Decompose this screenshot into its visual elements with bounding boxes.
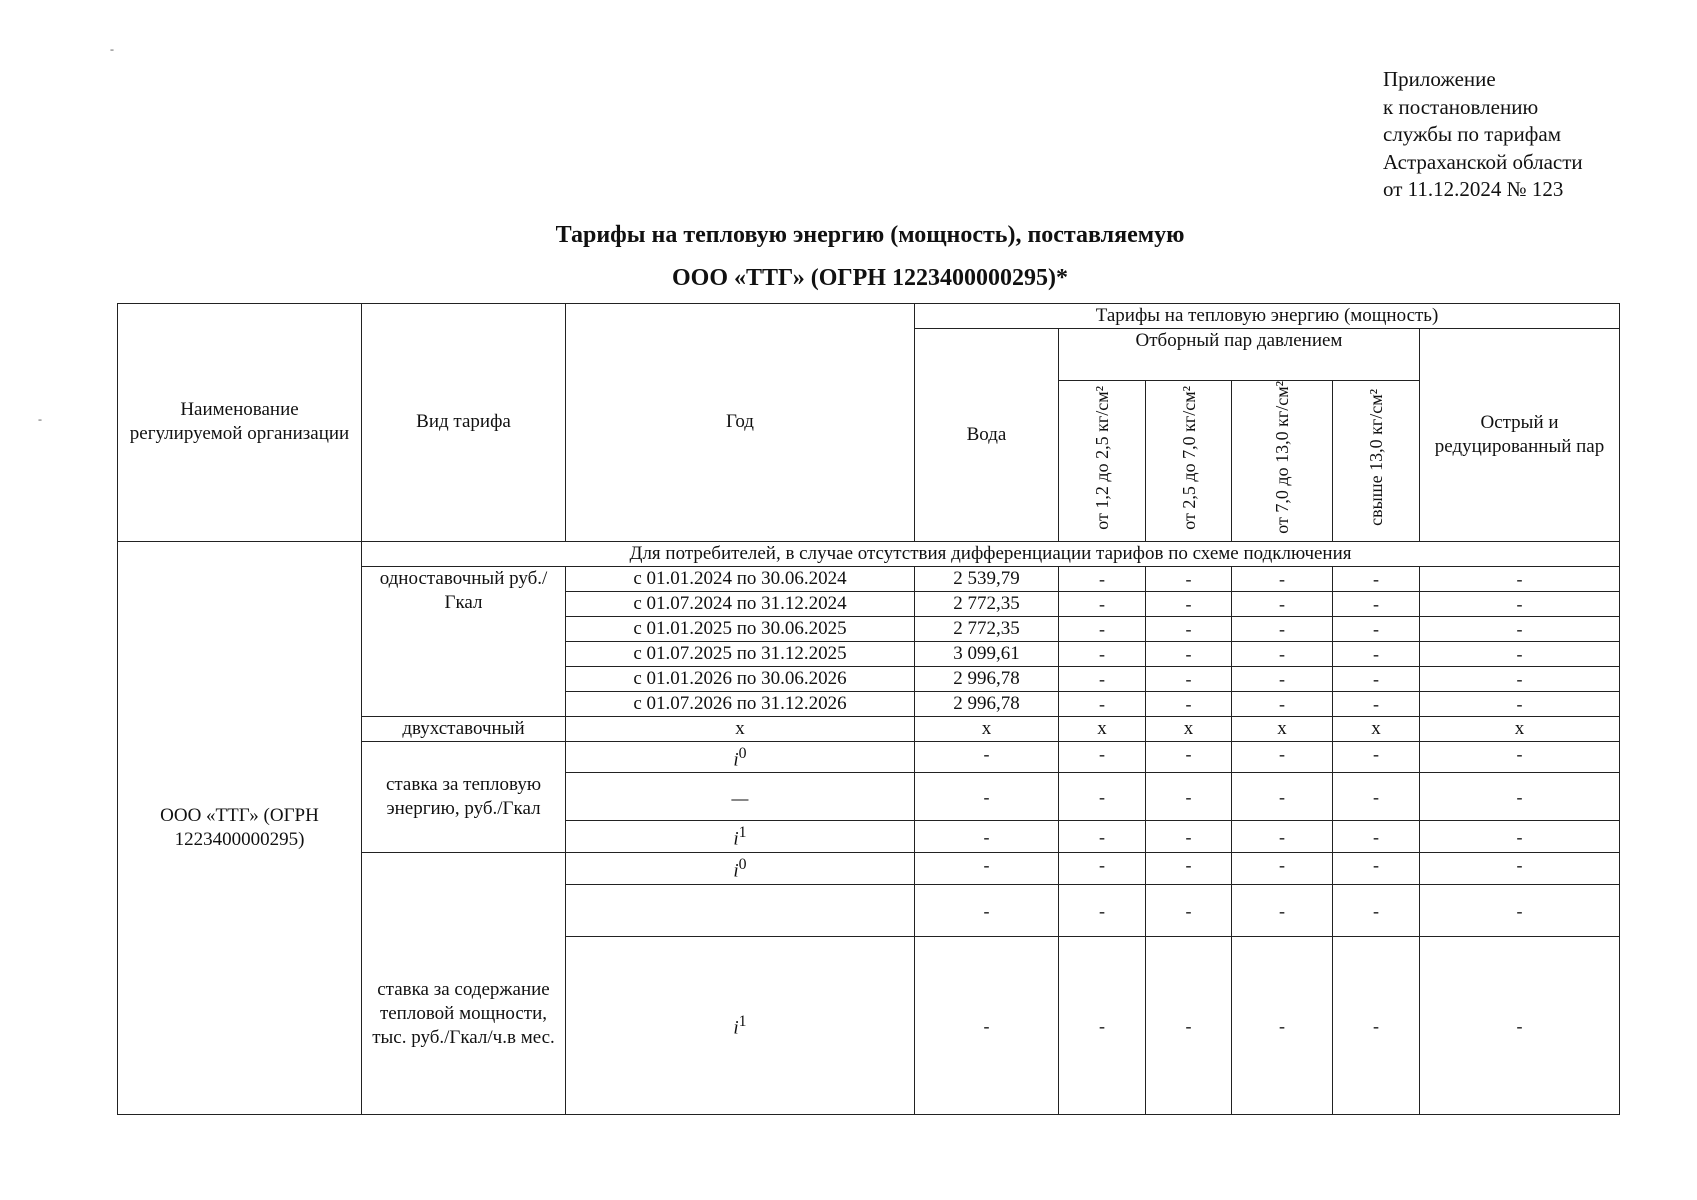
water-value-cell: 2 772,35 <box>915 591 1059 616</box>
value-cell: - <box>1059 616 1146 641</box>
value-cell: - <box>1333 853 1420 885</box>
capacity-rate-label: ставка за содержание тепловой мощности, тыс. руб./Гкал/ч.в мес. <box>362 853 566 1115</box>
value-cell: - <box>1059 641 1146 666</box>
header-pressure-2 <box>1146 381 1232 542</box>
value-cell: - <box>1420 616 1620 641</box>
value-cell: - <box>1420 741 1620 772</box>
value-cell: - <box>1232 821 1333 853</box>
one-rate-label: одноставочный руб./Гкал <box>362 566 566 716</box>
header-tariff-type: Вид тарифа <box>362 304 566 542</box>
value-cell: - <box>1333 741 1420 772</box>
value-cell: x <box>566 716 915 741</box>
value-cell: - <box>1232 773 1333 821</box>
value-cell: - <box>915 821 1059 853</box>
value-cell: - <box>1232 591 1333 616</box>
value-cell: - <box>1232 666 1333 691</box>
value-cell: - <box>1232 741 1333 772</box>
value-cell: - <box>1420 566 1620 591</box>
value-cell: - <box>1059 773 1146 821</box>
header-pressure-3-label: от 7,0 до 13,0 кг/см² <box>1272 381 1292 534</box>
value-cell: - <box>1420 853 1620 885</box>
value-cell: - <box>1333 566 1420 591</box>
year-symbol-cell <box>566 937 915 1115</box>
value-cell: - <box>1146 853 1232 885</box>
header-pressure-1 <box>1059 381 1146 542</box>
value-cell: - <box>1420 885 1620 937</box>
stray-mark: - <box>38 412 42 426</box>
org-name-cell: ООО «ТТГ» (ОГРН 1223400000295) <box>118 541 362 1114</box>
value-cell: - <box>915 885 1059 937</box>
year-symbol-index: 0 <box>738 744 747 762</box>
value-cell: - <box>1146 885 1232 937</box>
value-cell: - <box>1146 691 1232 716</box>
value-cell: - <box>1146 821 1232 853</box>
appendix-line: к постановлению <box>1383 94 1539 119</box>
value-cell: x <box>915 716 1059 741</box>
year-symbol-cell <box>566 773 915 821</box>
value-cell: - <box>1420 591 1620 616</box>
value-cell: x <box>1059 716 1146 741</box>
value-cell: - <box>915 773 1059 821</box>
value-cell: - <box>1059 885 1146 937</box>
stray-mark: - <box>110 42 114 56</box>
header-year: Год <box>566 304 915 542</box>
header-tariffs-group: Тарифы на тепловую энергию (мощность) <box>915 304 1620 329</box>
header-org: Наименование регулируемой организации <box>118 304 362 542</box>
year-symbol-index: 1 <box>738 1013 747 1031</box>
value-cell: - <box>1420 641 1620 666</box>
value-cell: - <box>1146 773 1232 821</box>
value-cell: x <box>1420 716 1620 741</box>
header-pressure-1-label: от 1,2 до 2,5 кг/см² <box>1092 385 1112 530</box>
period-cell: с 01.07.2025 по 31.12.2025 <box>566 641 915 666</box>
header-steam-group: Отборный пар давлением <box>1059 329 1420 381</box>
value-cell: - <box>1146 937 1232 1115</box>
water-value-cell: 2 996,78 <box>915 666 1059 691</box>
value-cell: - <box>1420 773 1620 821</box>
year-symbol: i <box>733 749 739 771</box>
value-cell: - <box>915 853 1059 885</box>
water-value-cell: 2 539,79 <box>915 566 1059 591</box>
value-cell: - <box>1420 821 1620 853</box>
document-title-line-1: Тарифы на тепловую энергию (мощность), поставляемую <box>555 222 1185 248</box>
header-pressure-4 <box>1333 381 1420 542</box>
period-cell: с 01.07.2024 по 31.12.2024 <box>566 591 915 616</box>
value-cell: - <box>1232 885 1333 937</box>
value-cell: - <box>1333 616 1420 641</box>
value-cell: - <box>1146 566 1232 591</box>
value-cell: - <box>1232 937 1333 1115</box>
year-symbol: i <box>733 860 739 882</box>
value-cell: - <box>1146 591 1232 616</box>
two-rate-label: двухставочный <box>362 716 566 741</box>
period-cell: с 01.01.2025 по 30.06.2025 <box>566 616 915 641</box>
value-cell: x <box>1333 716 1420 741</box>
year-symbol-cell <box>566 821 915 853</box>
water-value-cell: 3 099,61 <box>915 641 1059 666</box>
value-cell: - <box>1232 566 1333 591</box>
period-cell: с 01.01.2024 по 30.06.2024 <box>566 566 915 591</box>
value-cell: - <box>1232 641 1333 666</box>
value-cell: - <box>1059 853 1146 885</box>
value-cell: - <box>1146 666 1232 691</box>
value-cell: - <box>1232 853 1333 885</box>
appendix-line: службы по тарифам <box>1383 122 1561 146</box>
year-symbol: i <box>733 828 739 850</box>
period-cell: с 01.01.2026 по 30.06.2026 <box>566 666 915 691</box>
value-cell: - <box>1333 885 1420 937</box>
value-cell: - <box>1420 691 1620 716</box>
period-cell: с 01.07.2026 по 31.12.2026 <box>566 691 915 716</box>
value-cell: - <box>1059 566 1146 591</box>
document-title-line-2: ООО «ТТГ» (ОГРН 1223400000295)* <box>672 265 1068 291</box>
header-pressure-2-label: от 2,5 до 7,0 кг/см² <box>1178 385 1199 530</box>
value-cell: x <box>1146 716 1232 741</box>
value-cell: - <box>1333 821 1420 853</box>
value-cell: - <box>1232 691 1333 716</box>
value-cell: - <box>1059 821 1146 853</box>
value-cell: - <box>1146 741 1232 772</box>
appendix-line: от 11.12.2024 № 123 <box>1383 177 1564 201</box>
header-pressure-3 <box>1232 381 1333 542</box>
water-value-cell: 2 772,35 <box>915 616 1059 641</box>
year-symbol-cell <box>566 741 915 772</box>
value-cell: - <box>1059 937 1146 1115</box>
value-cell: - <box>1420 666 1620 691</box>
energy-rate-label: ставка за тепловую энергию, руб./Гкал <box>362 741 566 852</box>
value-cell: - <box>915 741 1059 772</box>
value-cell: - <box>1420 937 1620 1115</box>
water-value-cell: 2 996,78 <box>915 691 1059 716</box>
section-label: Для потребителей, в случае отсутствия дифференциации тарифов по схеме подключения <box>362 541 1620 566</box>
appendix-block <box>1383 66 1583 204</box>
value-cell: x <box>1232 716 1333 741</box>
tariffs-table <box>117 303 1620 1115</box>
year-symbol-index: 1 <box>738 824 747 842</box>
appendix-line: Приложение <box>1383 67 1496 91</box>
value-cell: - <box>1333 591 1420 616</box>
header-pressure-4-label: свыше 13,0 кг/см² <box>1366 388 1386 526</box>
appendix-line: Астраханской области <box>1383 149 1583 174</box>
value-cell: - <box>1333 691 1420 716</box>
value-cell: - <box>1333 937 1420 1115</box>
header-water: Вода <box>915 329 1059 542</box>
value-cell: - <box>1059 666 1146 691</box>
value-cell: - <box>1333 666 1420 691</box>
header-sharp-steam: Острый и редуцированный пар <box>1420 329 1620 542</box>
value-cell: - <box>1059 741 1146 772</box>
value-cell: - <box>1333 773 1420 821</box>
year-symbol-cell <box>566 885 915 937</box>
value-cell: - <box>915 937 1059 1115</box>
year-symbol-cell <box>566 853 915 885</box>
section-row <box>118 541 1620 566</box>
value-cell: - <box>1333 641 1420 666</box>
value-cell: - <box>1146 616 1232 641</box>
year-symbol-index: 0 <box>738 856 747 874</box>
value-cell: - <box>1146 641 1232 666</box>
year-symbol: — <box>731 788 749 810</box>
value-cell: - <box>1232 616 1333 641</box>
year-symbol: i <box>733 1017 739 1039</box>
value-cell: - <box>1059 591 1146 616</box>
value-cell: - <box>1059 691 1146 716</box>
